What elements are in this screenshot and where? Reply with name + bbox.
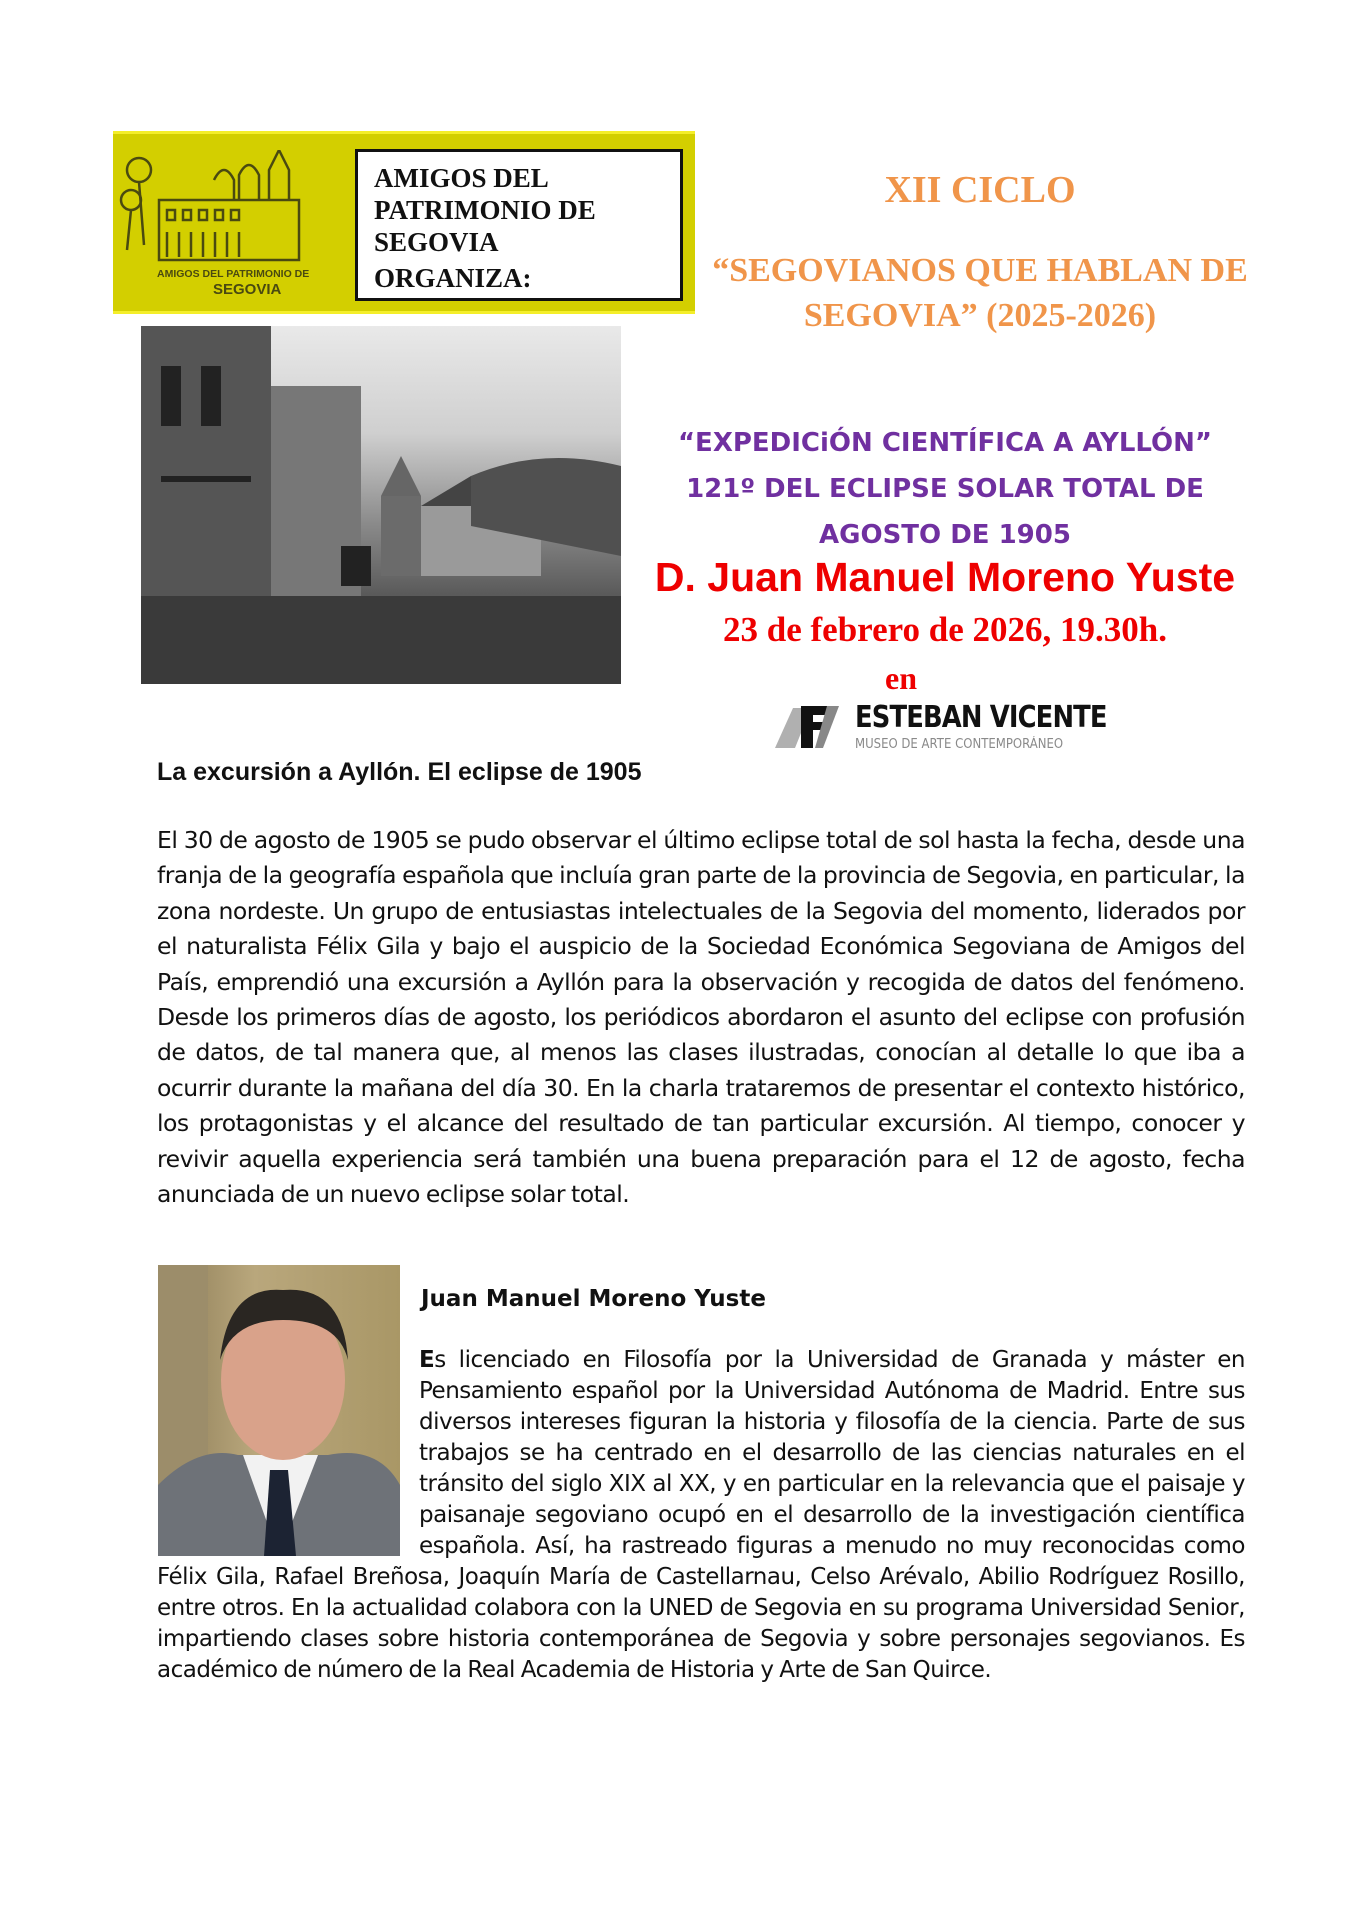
article-body: El 30 de agosto de 1905 se pudo observar el último eclipse total de sol hasta la fecha, desde una franja de la geografía española que incluía gran parte de la provincia de Segovia, en particular, la zona nordeste. Un grupo de entusiastas intelectuales de la Segovia del momento, liderados por el naturalista Félix Gila y bajo el auspicio de la Sociedad Económica Segoviana de Amigos del País, emprendió una excursión a Ayllón para la observación y recogida de datos del fenómeno. Desde los primeros días de agosto, los periódicos abordaron el asunto del eclipse con profusión de datos, de tal manera que, al menos las clases ilustradas, conocían al detalle lo que iba a ocurrir durante la mañana del día 30. En la charla trataremos de presentar el contexto histórico, los protagonistas y el alcance del resultado de tan particular excursión. Al tiempo, conocer y revivir aquella experiencia será también una buena preparación para el 12 de agosto, fecha anunciada de un nuevo eclipse solar total. <box>157 826 1245 1209</box>
ev-logo-icon <box>775 700 853 750</box>
venue-prefix: en <box>885 660 917 696</box>
bio-heading: Juan Manuel Moreno Yuste <box>421 1286 766 1312</box>
talk-title <box>630 420 1260 558</box>
article-heading: La excursión a Ayllón. El eclipse de 1905 <box>157 758 642 786</box>
talk-title-line: AGOSTO DE 1905 <box>819 520 1071 550</box>
museum-subtitle: MUSEO DE ARTE CONTEMPORÁNEO <box>855 737 1064 752</box>
event-datetime: 23 de febrero de 2026, 19.30h. <box>723 610 1167 649</box>
organizer-line: SEGOVIA <box>374 227 499 257</box>
town-square-image <box>141 326 621 684</box>
series-title <box>700 248 1260 338</box>
bio-text <box>157 1345 1245 1686</box>
museum-logo <box>775 700 1120 756</box>
museum-name: ESTEBAN VICENTE <box>855 700 1107 735</box>
historic-ayllon-photo <box>141 326 621 684</box>
building-illustration-icon <box>119 150 339 270</box>
organizer-banner <box>113 131 695 314</box>
cycle-title: XII CICLO <box>884 169 1076 211</box>
emblem-text-segovia: SEGOVIA <box>213 281 282 298</box>
organizer-line: ORGANIZA: <box>374 263 532 293</box>
emblem-text: AMIGOS DEL PATRIMONIO DE <box>157 268 310 280</box>
talk-title-line: “EXPEDICiÓN CIENTÍFICA A AYLLÓN” <box>677 428 1213 458</box>
talk-title-line: 121º DEL ECLIPSE SOLAR TOTAL DE <box>686 474 1204 504</box>
series-title-line: SEGOVIA” (2025-2026) <box>803 297 1157 334</box>
bio-body: s licenciado en Filosofía por la Universidad de Granada y máster en Pensamiento español por la Universidad Autónoma de Madrid. Entre sus diversos intereses figuran la historia y filosofía de la ciencia. Parte de sus trabajos se ha centrado en el desarrollo de las ciencias naturales en el tránsito del siglo XIX al XX, y en particular en la relevancia que el paisaje y paisanaje segoviano ocupó en el desarrollo de la investigación científica española. Así, ha rastreado figuras a menudo no muy reconocidas como Félix Gila, Rafael Breñosa, Joaquín María de Castellarnau, Celso Arévalo, Abilio Rodríguez Rosillo, entre otros. En la actualidad colabora con la UNED de Segovia en su programa Universidad Senior, impartiendo clases sobre historia contemporánea de Segovia y sobre personajes segovianos. Es académico de número de la Real Academia de Historia y Arte de San Quirce. <box>157 1347 1245 1683</box>
series-title-line: “SEGOVIANOS QUE HABLAN DE <box>712 252 1248 289</box>
bio-initial: E <box>419 1347 435 1373</box>
organizer-emblem-logo <box>119 150 339 300</box>
speaker-name: D. Juan Manuel Moreno Yuste <box>654 554 1236 600</box>
organizer-name-box <box>355 149 683 301</box>
organizer-line: PATRIMONIO DE <box>374 195 596 225</box>
organizer-line: AMIGOS DEL <box>374 163 549 193</box>
